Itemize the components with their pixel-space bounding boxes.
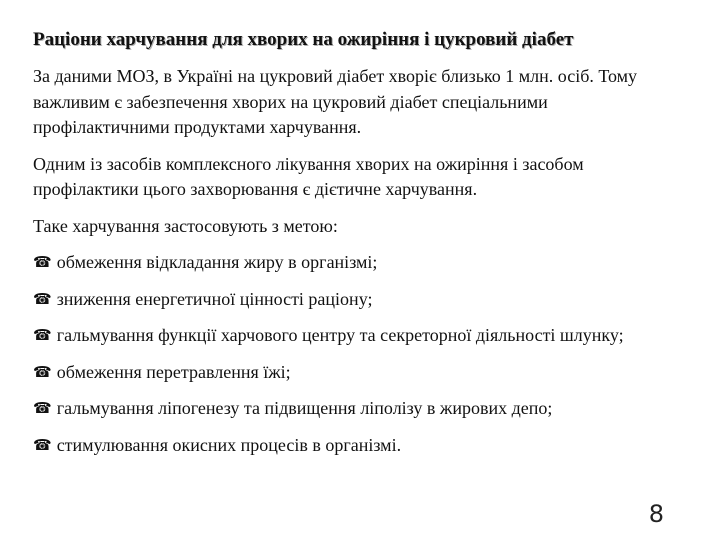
bullet-item	[33, 287, 683, 313]
telephone-icon: ☎	[33, 253, 52, 271]
bullet-item	[33, 433, 683, 459]
telephone-icon: ☎	[33, 326, 52, 344]
bullet-text: стимулювання окисних процесів в організмі.	[56, 434, 402, 455]
paragraph-intro: За даними МОЗ, в Україні на цукровий діабет хворіє близько 1 млн. осіб. Тому важливим є забезпечення хворих на цукровий діабет спеціальними профілактичними продуктами харчування.	[33, 66, 638, 137]
paragraph-purpose: Таке харчування застосовують з метою:	[33, 215, 338, 236]
paragraph-dietary: Одним із засобів комплексного лікування хворих на ожиріння і засобом профілактики цього захворювання є дієтичне харчування.	[33, 153, 584, 199]
bullet-text: гальмування ліпогенезу та підвищення ліполізу в жирових депо;	[56, 398, 553, 418]
telephone-icon: ☎	[33, 435, 52, 454]
bullet-text: обмеження перетравлення їжі;	[56, 361, 291, 382]
slide-title: Раціони харчування для хворих на ожиріння і цукровий діабет	[33, 29, 574, 50]
telephone-icon: ☎	[33, 399, 52, 417]
telephone-icon: ☎	[33, 289, 52, 308]
page-number: 8	[648, 500, 664, 528]
bullet-text: гальмування функції харчового центру та секреторної діяльності шлунку;	[56, 325, 624, 345]
slide-content	[33, 28, 683, 469]
telephone-icon: ☎	[33, 362, 52, 381]
bullet-item	[33, 250, 683, 276]
bullet-item	[33, 323, 683, 349]
bullet-item	[33, 360, 683, 386]
bullet-item	[33, 396, 683, 422]
bullet-text: зниження енергетичної цінності раціону;	[56, 288, 373, 309]
bullet-text: обмеження відкладання жиру в організмі;	[56, 252, 378, 272]
